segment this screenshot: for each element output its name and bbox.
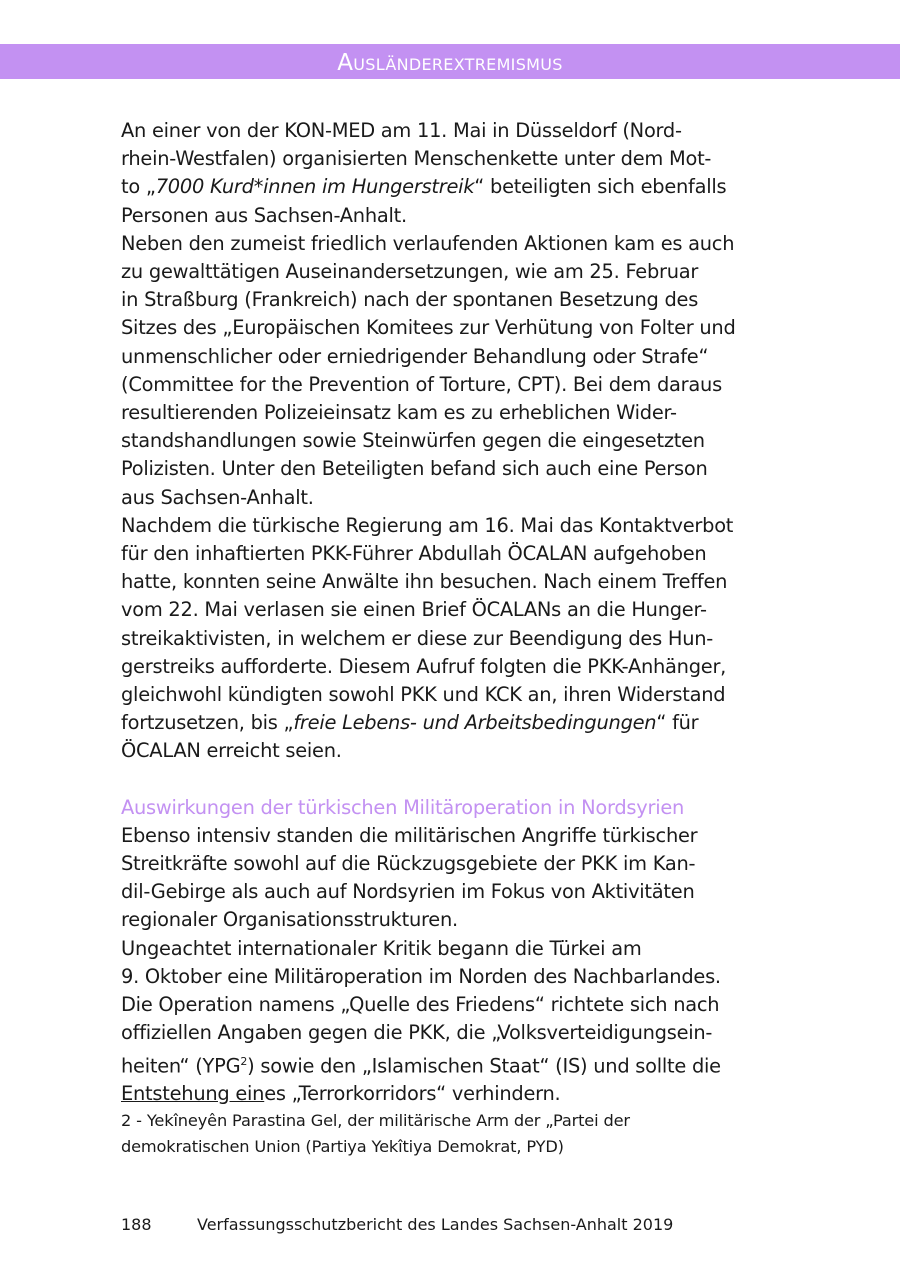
text-line: streikaktivisten, in welchem er diese zur Beendigung des Hun- (121, 626, 714, 650)
subheading: Auswirkungen der türkischen Militäroperation in Nordsyrien (121, 795, 685, 819)
text-line: in Straßburg (Frankreich) nach der spontanen Besetzung des (121, 288, 699, 312)
text-line: Die Operation namens „Quelle des Friedens“ richtete sich nach (121, 993, 720, 1017)
text-line: vom 22. Mai verlasen sie einen Brief ÖCALANs an die Hunger- (121, 598, 707, 622)
text-line: heiten“ (YPG (121, 1053, 241, 1077)
text-line: aus Sachsen-Anhalt. (121, 485, 314, 509)
text-line: standshandlungen sowie Steinwürfen gegen die eingesetzten (121, 429, 705, 453)
text-line: regionaler Organisationsstrukturen. (121, 908, 458, 932)
paragraph-angriffe (121, 822, 783, 935)
text-line: 9. Oktober eine Militäroperation im Norden des Nachbarlandes. (121, 964, 721, 988)
text-line: An einer von der KON-MED am 11. Mai in Düsseldorf (Nord- (121, 119, 682, 142)
page-footer (121, 1215, 673, 1234)
paragraph-militaeroperation (121, 935, 783, 1109)
underlined-text: Entstehung ein (121, 1082, 265, 1106)
text-line: rhein-Westfalen) organisierten Menschenkette unter dem Mot- (121, 147, 712, 171)
text-line: gleichwohl kündigten sowohl PKK und KCK an, ihren Widerstand (121, 683, 726, 707)
text-line: Streitkräfte sowohl auf die Rückzugsgebiete der PKK im Kan- (121, 852, 696, 876)
text-line: für den inhaftierten PKK-Führer Abdullah ÖCALAN aufgehoben (121, 542, 707, 566)
text-line: offiziellen Angaben gegen die PKK, die „Volksverteidigungsein- (121, 1021, 713, 1045)
text-line: Sitzes des „Europäischen Komitees zur Verhütung von Folter und (121, 316, 736, 340)
footnote-reference: 2 (240, 1054, 248, 1068)
text-line: Personen aus Sachsen-Anhalt. (121, 203, 407, 227)
text-line: “ beteiligten sich ebenfalls (474, 175, 727, 199)
text-line: fortzusetzen, bis „ (121, 711, 294, 735)
text-line: ÖCALAN erreicht seien. (121, 739, 342, 763)
text-line: to „ (121, 175, 156, 199)
text-line: Neben den zumeist friedlich verlaufenden Aktionen kam es auch (121, 231, 735, 255)
footnote-line: demokratischen Union (Partiya Yekîtiya Demokrat, PYD) (121, 1136, 564, 1156)
text-line: Polizisten. Unter den Beteiligten befand sich auch eine Person (121, 457, 708, 481)
text-line: gerstreiks aufforderte. Diesem Aufruf folgten die PKK-Anhänger, (121, 654, 727, 678)
text-line: “ für (656, 711, 699, 735)
text-line: es „Terrorkorridors“ verhindern. (264, 1082, 561, 1106)
text-line: resultierenden Polizeieinsatz kam es zu erheblichen Wider- (121, 401, 677, 425)
text-line: Ungeachtet internationaler Kritik begann die Türkei am (121, 936, 642, 960)
text-line: hatte, konnten seine Anwälte ihn besuchen. Nach einem Treffen (121, 570, 728, 594)
quote-italic: 7000 Kurd*innen im Hungerstreik (155, 175, 475, 199)
text-line: dil-Gebirge als auch auf Nordsyrien im Fokus von Aktivitäten (121, 880, 695, 904)
footnote-line: 2 - Yekîneyên Parastina Gel, der militärische Arm der „Partei der (121, 1111, 630, 1131)
section-header (0, 44, 900, 79)
footnote (121, 1108, 783, 1159)
text-line: Ebenso intensiv standen die militärischen Angriffe türkischer (121, 823, 698, 847)
paragraph-ocalan (121, 512, 783, 766)
paragraph-strassburg (121, 230, 783, 512)
text-line: Nachdem die türkische Regierung am 16. Mai das Kontaktverbot (121, 513, 734, 537)
text-line: (Committee for the Prevention of Torture, CPT). Bei dem daraus (121, 372, 722, 396)
section-title: Ausländerextremismus (337, 50, 563, 76)
page-number: 188 (121, 1215, 152, 1234)
text-line: ) sowie den „Islamischen Staat“ (IS) und sollte die (247, 1053, 721, 1077)
text-line: zu gewalttätigen Auseinandersetzungen, wie am 25. Februar (121, 260, 699, 284)
text-line: unmenschlicher oder erniedrigender Behandlung oder Strafe“ (121, 344, 709, 368)
paragraph-kon-med (121, 117, 783, 230)
publication-title: Verfassungsschutzbericht des Landes Sachsen-Anhalt 2019 (197, 1215, 674, 1234)
quote-italic: freie Lebens- und Arbeitsbedingungen (293, 711, 657, 735)
main-content (121, 117, 783, 1159)
paragraph-gap (121, 766, 783, 794)
